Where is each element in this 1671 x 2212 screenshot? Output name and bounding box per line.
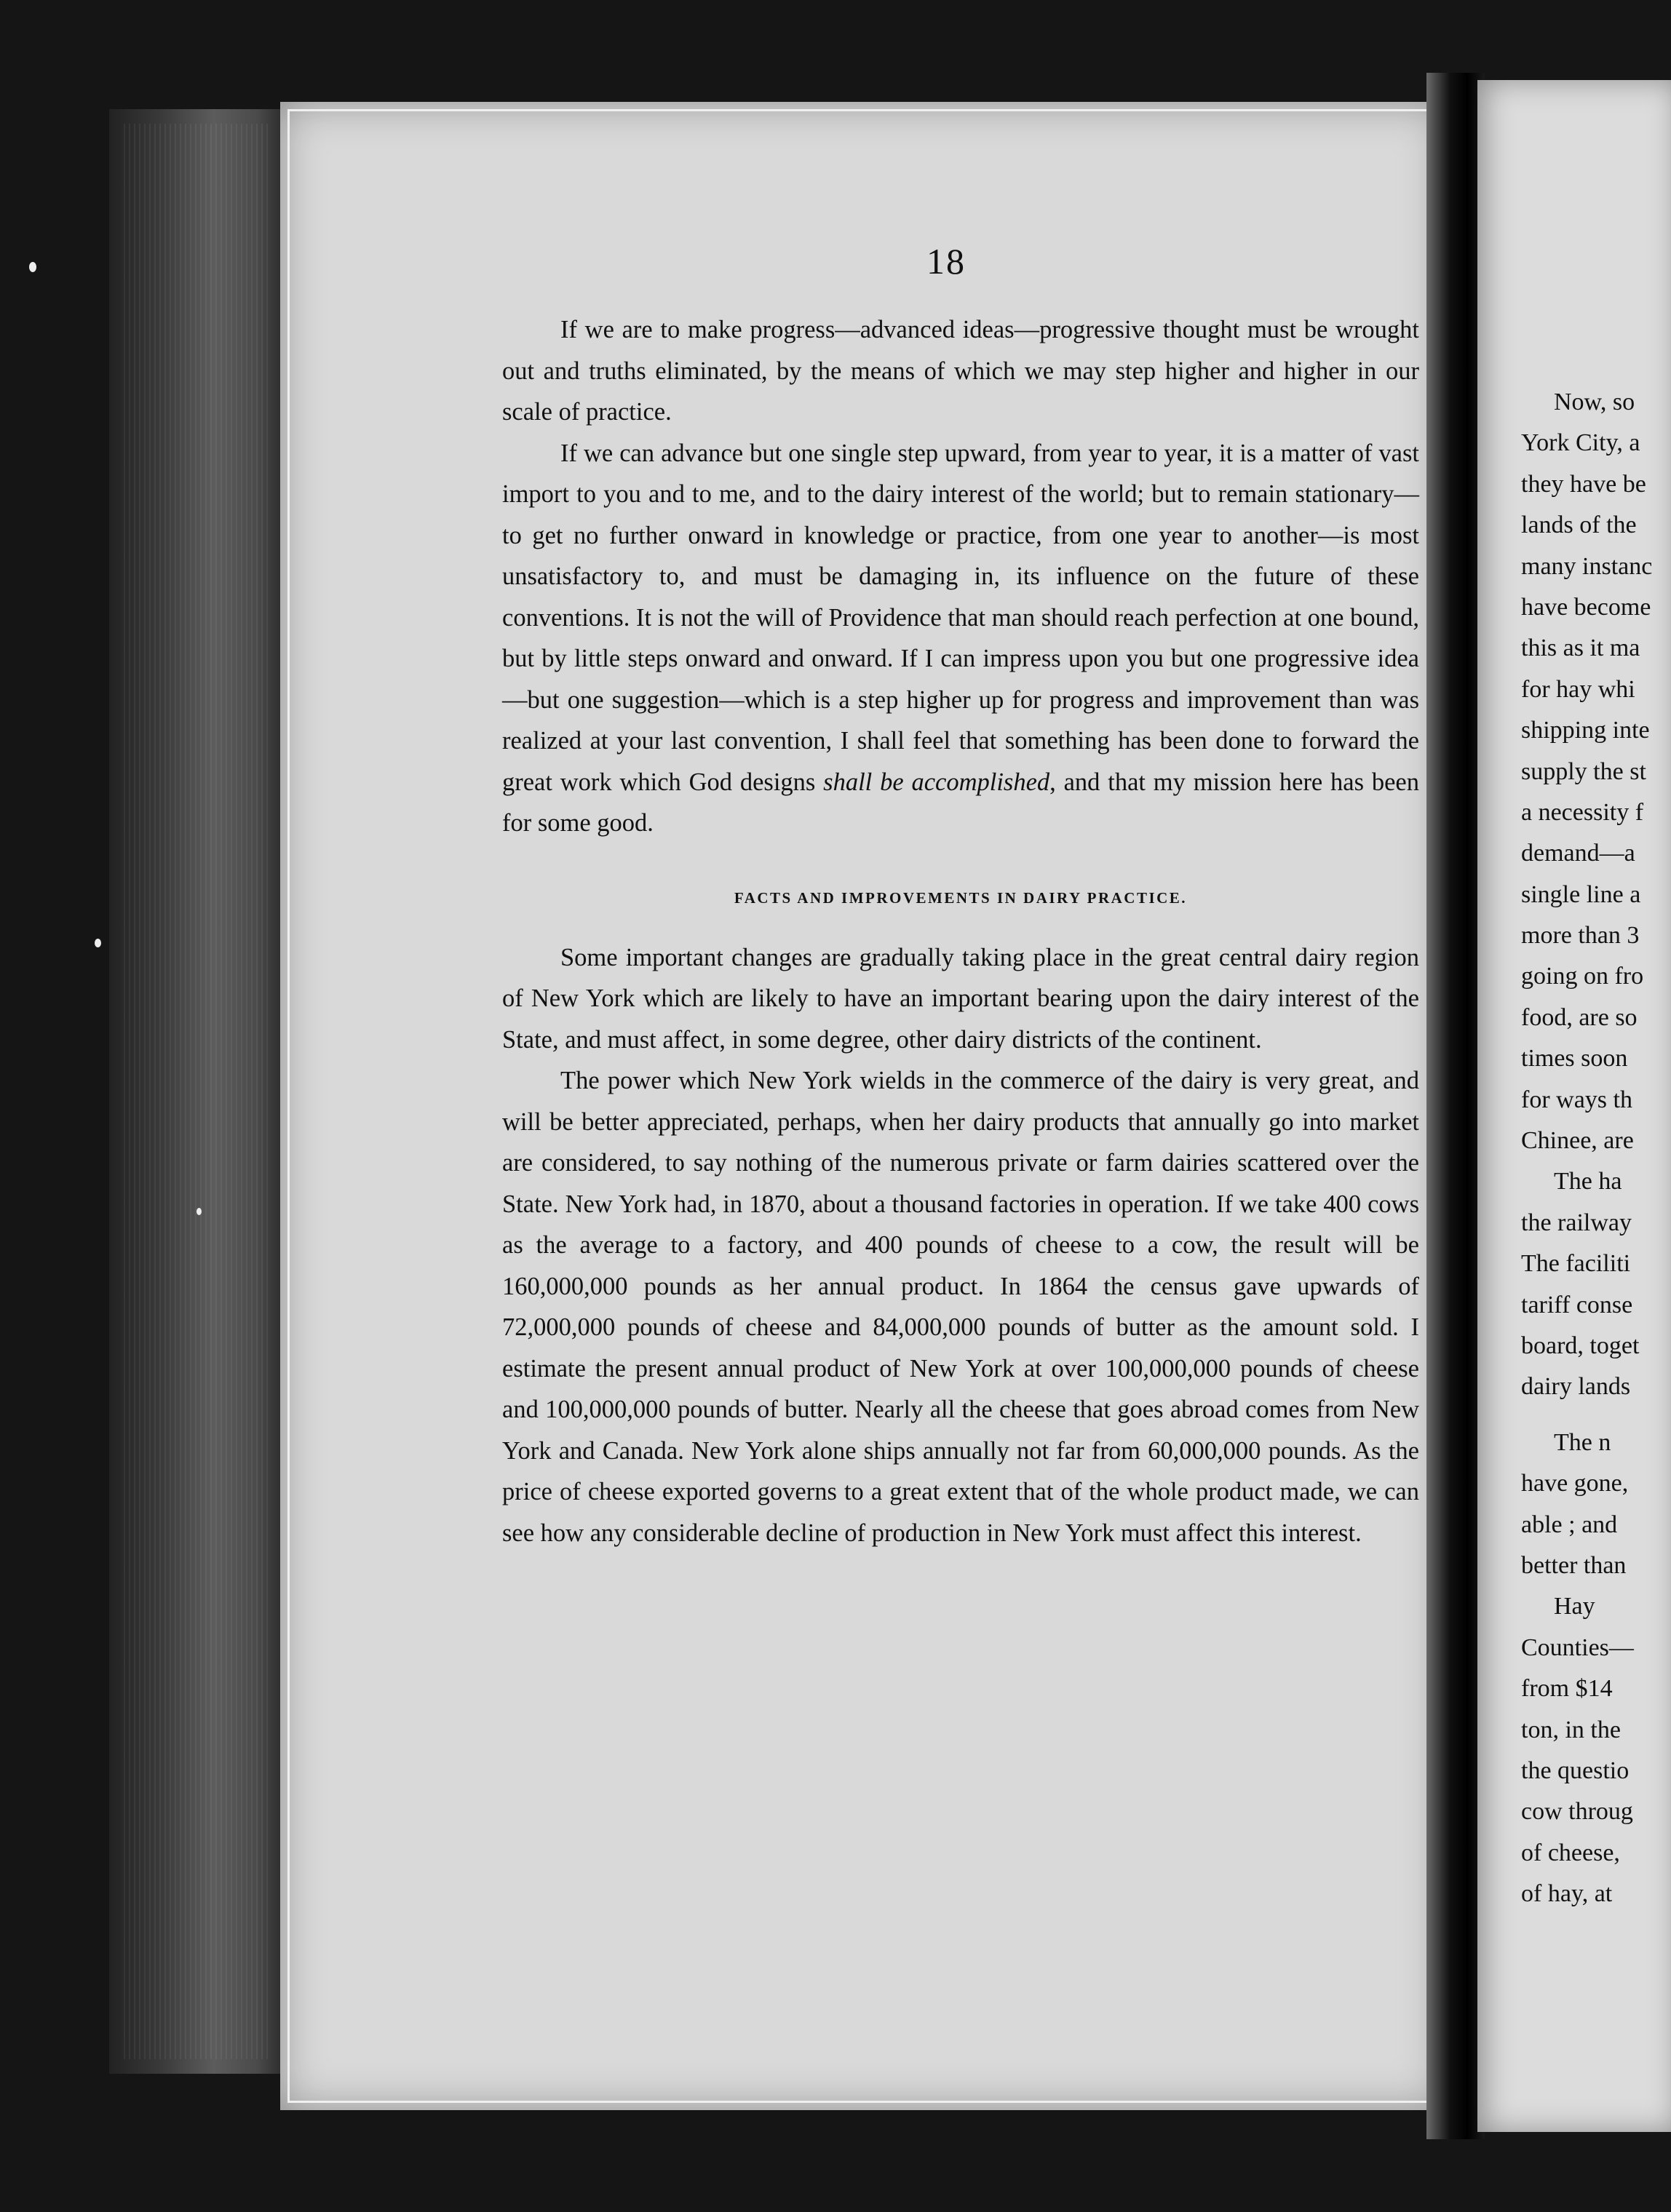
dust-speck: [197, 1208, 202, 1215]
right-page: [1477, 80, 1671, 2132]
right-page-line: York City, a: [1521, 429, 1640, 457]
right-page-line: of cheese,: [1521, 1839, 1620, 1866]
dust-speck: [29, 262, 36, 272]
dust-speck: [95, 939, 101, 947]
right-page-line: have become: [1521, 593, 1651, 621]
right-page-line: lands of the: [1521, 512, 1637, 539]
right-page-line: tariff conse: [1521, 1291, 1633, 1318]
paragraph: The power which New York wields in the commerce of the dairy is very great, and will be better appreciated, perhaps, when her dairy products that annually go into market are considered, to say nothing of the numerous private or farm dairies scattered over the State. New York had, in 1870, about a thousand factories in operation. If we take 400 cows as the average to a factory, and 400 pounds of cheese to a cow, the result will be 160,000,000 pounds as her annual product. In 1864 the census gave upwards of 72,000,000 pounds of cheese and 84,000,000 pounds of butter as the amount sold. I estimate the present annual product of New York at over 100,000,000 pounds of cheese and 100,000,000 pounds of butter. Nearly all the cheese that goes abroad comes from New York and Canada. New York alone ships annually not far from 60,000,000 pounds. As the price of cheese exported governs to a great extent that of the whole product made, we can see how any considerable decline of production in New York must affect this interest.: [502, 1067, 1419, 1547]
right-page-line: food, are so: [1521, 1003, 1638, 1031]
right-page-text: [1521, 382, 1671, 1914]
page-stack-edges: [124, 124, 269, 2059]
right-page-line: for ways th: [1521, 1086, 1632, 1113]
right-page-line: the questio: [1521, 1757, 1630, 1784]
right-page-line: shipping inte: [1521, 717, 1650, 744]
page-number: 18: [926, 241, 966, 282]
right-page-line: better than: [1521, 1551, 1627, 1579]
right-page-line: Hay: [1554, 1593, 1595, 1620]
right-page-line: The ha: [1554, 1168, 1622, 1195]
paragraph: [502, 433, 1419, 844]
right-page-line: from $14: [1521, 1675, 1613, 1703]
right-page-line: of hay, at: [1521, 1880, 1613, 1908]
right-page-line: have gone,: [1521, 1470, 1629, 1497]
right-page-line: going on fro: [1521, 963, 1644, 990]
right-page-line: ton, in the: [1521, 1716, 1621, 1743]
book-gutter: [1426, 73, 1485, 2139]
right-page-line: Chinee, are: [1521, 1127, 1634, 1155]
paragraph: If we are to make progress—advanced ideas—progressive thought must be wrought out and truths eliminated, by the means of which we may step higher and higher in our scale of practice.: [502, 316, 1419, 426]
right-page-line: the railway: [1521, 1209, 1632, 1236]
right-page-line: times soon: [1521, 1045, 1628, 1073]
right-page-line: a necessity f: [1521, 798, 1644, 826]
right-page-line: The n: [1554, 1428, 1611, 1456]
right-page-line: this as it ma: [1521, 634, 1640, 662]
right-page-line: The faciliti: [1521, 1250, 1631, 1278]
paragraph-text: , and that my mission here has been for some good.: [502, 768, 1419, 837]
right-page-line: they have be: [1521, 470, 1646, 498]
right-page-line: Counties—: [1521, 1634, 1634, 1661]
paragraph-text: If we can advance but one single step upward, from year to year, it is a matter of vast import to you and to me, and to the dairy interest of the world; but to remain stationary—to get no further onward in knowledge or practice, from one year to another—is most unsatisfactory to, and must be damaging in, its influence on the future of these conventions. It is not the will of Providence that man should reach perfection at one bound, but by little steps onward and onward. If I can impress upon you but one progressive idea—but one suggestion—which is a step higher up for progress and improvement than was realized at your last convention, I shall feel that something has been done to forward the great work which God designs: [502, 439, 1419, 796]
right-page-line: for hay whi: [1521, 675, 1635, 703]
right-page-line: able ; and: [1521, 1511, 1618, 1538]
page-body: [502, 309, 1419, 1553]
right-page-line: many instanc: [1521, 552, 1653, 580]
italic-phrase: shall be accomplished: [823, 768, 1050, 796]
right-page-line: cow throug: [1521, 1798, 1633, 1826]
right-page-line: board, toget: [1521, 1332, 1640, 1359]
paragraph: Some important changes are gradually taking place in the great central dairy region of New York which are likely to have an important bearing upon the dairy interest of the State, and must affect, in some degree, other dairy districts of the continent.: [502, 943, 1419, 1054]
right-page-line: Now, so: [1554, 389, 1635, 415]
right-page-line: more than 3: [1521, 922, 1640, 950]
right-page-line: supply the st: [1521, 757, 1646, 785]
right-page-line: single line a: [1521, 880, 1641, 908]
right-page-line: demand—a: [1521, 840, 1635, 867]
section-heading: FACTS AND IMPROVEMENTS IN DAIRY PRACTICE.: [734, 888, 1188, 907]
right-page-line: dairy lands: [1521, 1373, 1631, 1401]
